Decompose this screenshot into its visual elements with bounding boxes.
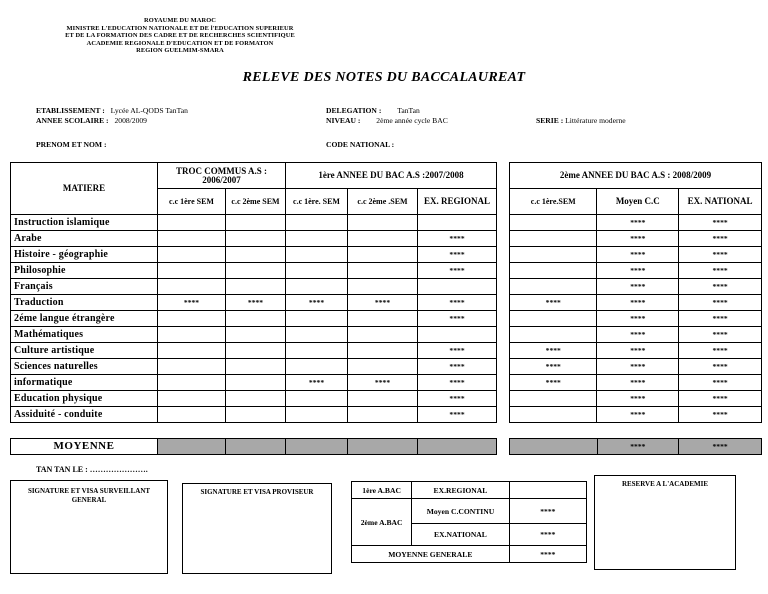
subject-name: Instruction islamique — [11, 215, 158, 231]
moyen-cc-label: Moyen C.CONTINU — [412, 499, 509, 524]
grade-cell: **** — [679, 407, 762, 423]
serie-label: SERIE : — [536, 116, 564, 125]
tantan-date-line: TAN TAN LE : …………………. — [36, 465, 148, 474]
subject-row — [11, 215, 497, 231]
subject-name: Education physique — [11, 391, 158, 407]
moyenne-table-left — [10, 438, 497, 455]
grade-cell — [286, 231, 348, 247]
grade-cell — [510, 263, 597, 279]
serie-row — [536, 116, 626, 125]
grade-cell — [348, 311, 418, 327]
grade-cell: **** — [510, 295, 597, 311]
grade-cell: **** — [679, 359, 762, 375]
grade-cell: **** — [418, 359, 497, 375]
grade-cell — [158, 263, 226, 279]
tronc-commun-header: TROC COMMUS A.S : 2006/2007 — [158, 163, 286, 189]
subject-row — [510, 375, 762, 391]
subject-row — [510, 247, 762, 263]
grade-cell — [226, 407, 286, 423]
deleg-row — [326, 106, 420, 115]
subject-name: Culture artistique — [11, 343, 158, 359]
subject-name: 2éme langue étrangère — [11, 311, 158, 327]
grade-cell — [226, 327, 286, 343]
subject-row — [510, 263, 762, 279]
grade-cell — [510, 327, 597, 343]
moyenne-generale-label: MOYENNE GENERALE — [352, 546, 510, 563]
grade-cell: **** — [348, 295, 418, 311]
annee-value: 2008/2009 — [114, 116, 147, 125]
grade-cell: **** — [679, 215, 762, 231]
grade-cell — [418, 215, 497, 231]
grade-cell — [226, 247, 286, 263]
grade-cell: **** — [597, 343, 679, 359]
subject-row — [510, 359, 762, 375]
grade-cell: **** — [679, 231, 762, 247]
grade-cell — [226, 343, 286, 359]
header-line: ROYAUME DU MAROC — [143, 17, 216, 24]
subject-row — [11, 359, 497, 375]
grade-cell: **** — [597, 311, 679, 327]
grade-cell: **** — [679, 295, 762, 311]
prenom-label: PRENOM ET NOM : — [36, 140, 107, 149]
col-header: c.c 2ème .SEM — [348, 189, 418, 215]
annee-label: ANNEE SCOLAIRE : — [36, 116, 109, 125]
grade-cell — [158, 215, 226, 231]
ministry-header — [30, 17, 330, 55]
moyenne-cell — [158, 439, 226, 455]
grade-cell: **** — [597, 279, 679, 295]
grade-cell — [510, 391, 597, 407]
header-line: MINISTRE L'EDUCATION NATIONALE ET DE l'EDUCATION SUPERIEUR — [66, 24, 294, 32]
second-bac-label: 2ème A.BAC — [352, 499, 412, 546]
subject-row — [11, 263, 497, 279]
subject-row — [11, 279, 497, 295]
grade-cell: **** — [226, 295, 286, 311]
grade-cell — [418, 279, 497, 295]
niveau-value: 2ème année cycle BAC — [376, 116, 448, 125]
col-header: EX. NATIONAL — [679, 189, 762, 215]
grade-cell — [510, 231, 597, 247]
subject-row — [11, 311, 497, 327]
grade-cell: **** — [597, 407, 679, 423]
signature-proviseur-label: SIGNATURE ET VISA PROVISEUR — [200, 488, 314, 496]
reserve-academie-box — [594, 475, 736, 570]
grade-cell — [226, 359, 286, 375]
etab-row — [36, 106, 188, 115]
subject-row — [11, 407, 497, 423]
moyenne-generale-value: **** — [509, 546, 586, 563]
grade-cell: **** — [597, 247, 679, 263]
grade-cell — [226, 391, 286, 407]
deleg-value: TanTan — [397, 106, 420, 115]
grade-cell — [348, 215, 418, 231]
grade-cell — [226, 231, 286, 247]
grade-cell — [286, 327, 348, 343]
subject-name: Mathématiques — [11, 327, 158, 343]
grade-cell: **** — [286, 295, 348, 311]
subject-row — [510, 343, 762, 359]
grade-cell — [510, 247, 597, 263]
grade-cell — [510, 311, 597, 327]
reserve-academie-label: RESERVE A L'ACADEMIE — [621, 480, 709, 488]
grade-cell: **** — [679, 263, 762, 279]
grade-cell — [286, 407, 348, 423]
page-title: RELEVE DES NOTES DU BACCALAUREAT — [242, 70, 526, 85]
grade-cell — [158, 311, 226, 327]
grade-cell: **** — [418, 231, 497, 247]
grade-cell — [286, 215, 348, 231]
subject-row — [510, 295, 762, 311]
moyenne-cell: **** — [597, 439, 679, 455]
grade-cell — [510, 407, 597, 423]
subject-row — [11, 295, 497, 311]
moyenne-cell — [226, 439, 286, 455]
grade-cell — [418, 327, 497, 343]
grades-table-left — [10, 162, 497, 423]
grade-cell: **** — [679, 247, 762, 263]
grade-cell: **** — [418, 407, 497, 423]
moyenne-label: MOYENNE — [11, 439, 158, 455]
grade-cell: **** — [158, 295, 226, 311]
grade-cell: **** — [597, 375, 679, 391]
subject-row — [11, 343, 497, 359]
code-national-label: CODE NATIONAL : — [326, 140, 395, 149]
moyenne-cell — [286, 439, 348, 455]
grade-cell — [286, 279, 348, 295]
grade-cell — [348, 407, 418, 423]
grade-cell: **** — [286, 375, 348, 391]
signature-surveillant-box — [10, 480, 168, 574]
grade-cell — [158, 231, 226, 247]
grade-cell: **** — [418, 295, 497, 311]
grade-cell — [158, 407, 226, 423]
grade-cell: **** — [418, 375, 497, 391]
signature-proviseur-box — [182, 483, 332, 574]
grade-cell — [286, 263, 348, 279]
grade-cell — [226, 279, 286, 295]
grade-cell: **** — [679, 311, 762, 327]
grade-cell: **** — [597, 215, 679, 231]
subject-row — [11, 375, 497, 391]
header-line: REGION GUELMIM-SMARA — [136, 47, 224, 55]
niveau-label: NIVEAU : — [326, 116, 361, 125]
first-bac-label: 1ère A.BAC — [352, 482, 412, 499]
col-header: c.c 1ère. SEM — [286, 189, 348, 215]
grade-cell: **** — [418, 263, 497, 279]
col-header: EX. REGIONAL — [418, 189, 497, 215]
grade-cell — [286, 311, 348, 327]
grade-cell — [158, 375, 226, 391]
header-line: ACADEMIE REGIONALE D'EDUCATION ET DE FORMATON — [86, 39, 274, 47]
subject-name: Philosophie — [11, 263, 158, 279]
subject-name: Français — [11, 279, 158, 295]
grade-cell — [286, 247, 348, 263]
grade-cell — [348, 343, 418, 359]
grade-cell — [286, 391, 348, 407]
subject-name: Histoire - géographie — [11, 247, 158, 263]
grade-cell: **** — [510, 343, 597, 359]
grade-cell — [348, 327, 418, 343]
grade-cell — [348, 279, 418, 295]
grade-cell: **** — [418, 391, 497, 407]
grade-cell — [226, 311, 286, 327]
grade-cell: **** — [597, 327, 679, 343]
serie-value: Littérature moderne — [565, 116, 626, 125]
grade-cell: **** — [597, 263, 679, 279]
grade-cell: **** — [597, 295, 679, 311]
grade-cell: **** — [679, 279, 762, 295]
subject-row — [11, 391, 497, 407]
subject-name: Assiduité - conduite — [11, 407, 158, 423]
etab-label: ETABLISSEMENT : — [36, 106, 105, 115]
grade-cell: **** — [679, 327, 762, 343]
subject-name: Arabe — [11, 231, 158, 247]
first-year-header: 1ère ANNEE DU BAC A.S :2007/2008 — [286, 163, 497, 189]
subject-row — [510, 311, 762, 327]
subject-row — [510, 327, 762, 343]
subject-row — [11, 231, 497, 247]
niveau-row — [326, 116, 448, 125]
grade-cell — [158, 327, 226, 343]
subject-name: Traduction — [11, 295, 158, 311]
grades-table-right — [509, 162, 762, 423]
grade-cell: **** — [418, 343, 497, 359]
deleg-label: DELEGATION : — [326, 106, 382, 115]
col-header: c.c 1ère.SEM — [510, 189, 597, 215]
grade-cell: **** — [418, 247, 497, 263]
grade-cell — [158, 359, 226, 375]
grade-cell: **** — [597, 391, 679, 407]
grade-cell: **** — [510, 375, 597, 391]
summary-table — [351, 481, 587, 563]
grade-cell: **** — [679, 375, 762, 391]
grade-cell — [348, 359, 418, 375]
subject-row — [510, 231, 762, 247]
grade-cell: **** — [418, 311, 497, 327]
grade-cell — [158, 391, 226, 407]
grade-cell — [158, 247, 226, 263]
moyenne-cell: **** — [679, 439, 762, 455]
grade-cell — [348, 231, 418, 247]
moyenne-cell — [348, 439, 418, 455]
subject-name: Sciences naturelles — [11, 359, 158, 375]
matiere-header: MATIERE — [11, 163, 158, 215]
ex-national-label: EX.NATIONAL — [412, 524, 509, 546]
ex-national-value: **** — [509, 524, 586, 546]
grade-cell — [348, 391, 418, 407]
grade-cell — [510, 279, 597, 295]
col-header: c.c 1ère SEM — [158, 189, 226, 215]
header-line: ET DE LA FORMATION DES CADRE ET DE RECHERCHES SCIENTIFIQUE — [65, 32, 295, 40]
moyenne-cell — [418, 439, 497, 455]
grade-cell — [348, 263, 418, 279]
subject-row — [510, 279, 762, 295]
grade-cell — [226, 263, 286, 279]
ex-regional-value — [509, 482, 586, 499]
grade-cell — [158, 343, 226, 359]
subject-row — [510, 215, 762, 231]
moyenne-cell — [510, 439, 598, 455]
subject-row — [11, 327, 497, 343]
moyen-cc-value: **** — [509, 499, 586, 524]
grade-cell — [286, 359, 348, 375]
moyenne-table-right — [509, 438, 762, 455]
grade-cell — [226, 215, 286, 231]
grade-cell — [158, 279, 226, 295]
subject-row — [510, 407, 762, 423]
grade-cell: **** — [597, 231, 679, 247]
subject-row — [11, 247, 497, 263]
subject-name: informatique — [11, 375, 158, 391]
grade-cell — [510, 215, 597, 231]
grade-cell: **** — [597, 359, 679, 375]
grade-cell — [348, 247, 418, 263]
col-header: Moyen C.C — [597, 189, 679, 215]
subject-row — [510, 391, 762, 407]
grade-cell — [286, 343, 348, 359]
grade-cell: **** — [510, 359, 597, 375]
etab-value: Lycée AL-QODS TanTan — [110, 106, 188, 115]
grade-cell: **** — [679, 343, 762, 359]
ex-regional-label: EX.REGIONAL — [412, 482, 509, 499]
signature-surveillant-label: SIGNATURE ET VISA SURVEILLANT GENERAL — [27, 487, 151, 504]
grade-cell — [226, 375, 286, 391]
annee-row — [36, 116, 147, 125]
grade-cell: **** — [679, 391, 762, 407]
col-header: c.c 2ème SEM — [226, 189, 286, 215]
second-year-header: 2ème ANNEE DU BAC A.S : 2008/2009 — [510, 163, 762, 189]
grade-cell: **** — [348, 375, 418, 391]
